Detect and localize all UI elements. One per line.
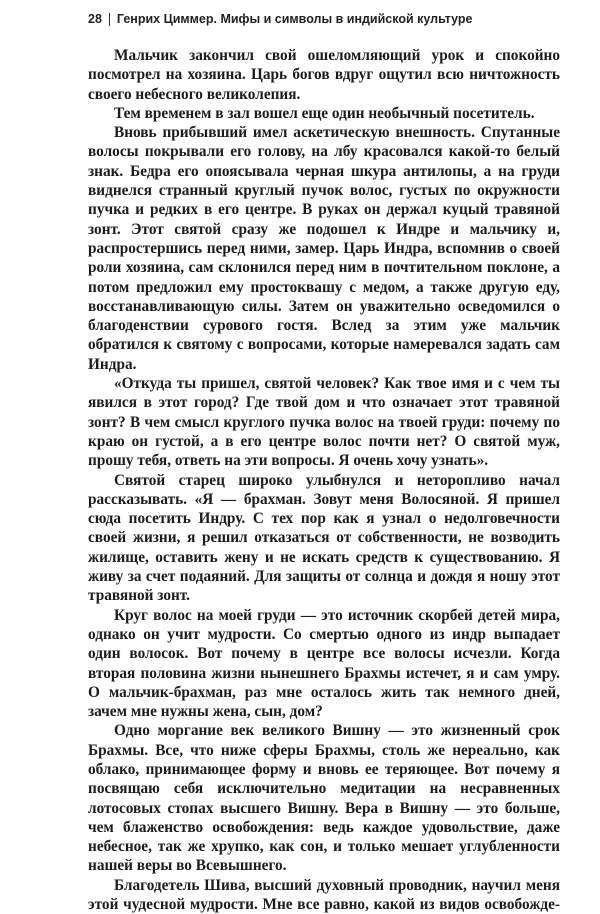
body-text [88,46,560,914]
paragraph-6: Круг волос на моей груди — это источник скорбей детей мира, однако он учит мудрости. Со смертью одного из индр выпадает один волосок. Вот почему в центре все волосы исчезли. Когда вторая половина жизни нынешнего Брахмы истечет, я и сам умру. О мальчик-брахман, раз мне осталось жить так немного дней, зачем мне нужны жена, сын, дом? [88,606,560,721]
paragraph-3: Вновь прибывший имел аскетическую внешность. Спутанные волосы покрывали его голову, на лбу красовался какой-то белый знак. Бедра его опоясывала черная шкура антилопы, а на груди виднелся странный круглый пучок волос, густых по окружности пучка и редких в его центре. В руках он держал куцый травяной зонт. Этот святой сразу же подошел к Индре и мальчику и, распростершись перед ними, замер. Царь Индра, вспомнив о своей роли хозяина, сам склонился перед ним в почтительном поклоне, а потом предложил ему простоквашу с медом, а также другую еду, восстанавливающую силы. Затем он уважительно осведомился о благоденствии сурового гостя. Вслед за этим уже мальчик обратился к святому с вопросами, которые намеревался задать сам Индра. [88,124,560,373]
paragraph-2: Тем временем в зал вошел еще один необычный посетитель. [114,104,535,122]
page-number: 28 [88,12,102,26]
paragraph-1: Мальчик закончил свой ошеломляющий урок и спокойно посмотрел на хозяина. Царь богов вдруг ощутил всю ничтожность своего небесного великолепия. [88,47,560,103]
paragraph-8: Благодетель Шива, высший духовный проводник, научил меня этой чудесной мудрости. Мне все равно, какой из видов освобожде- [88,876,560,914]
header-divider [109,13,110,26]
paragraph-4: «Откуда ты пришел, святой человек? Как твое имя и с чем ты явился в этот город? Где твой дом и что означает этот травяной зонт? В чем смысл круглого пучка волос на твоей груди: почему по краю он густой, а в его центре волос почти нет? О святой муж, прошу тебя, ответь на эти вопросы. Я очень хочу узнать». [88,375,560,470]
running-header [88,9,558,29]
paragraph-7: Одно моргание век великого Вишну — это жизненный срок Брахмы. Все, что ниже сферы Брахмы, столь же нереально, как облако, принимающее форму и вновь ее теряющее. Вот почему я посвящаю себя исключительно медитации на несравненных лотосовых стопах высшего Вишну. Вера в Вишну — это больше, чем блаженство освобождения: ведь каждое удовольствие, даже небесное, так же хрупко, как сон, и только мешает углубленности нашей веры во Всевышнего. [88,722,560,875]
running-title: Генрих Циммер. Мифы и символы в индийской культуре [116,12,473,26]
paragraph-5: Святой старец широко улыбнулся и неторопливо начал рассказывать. «Я — брахман. Зовут меня Волосяной. Я пришел сюда посетить Индру. С тех пор как я узнал о недолговечности своей жизни, я решил отказаться от собственности, не возводить жилище, оставить жену и не искать средств к существованию. Я живу за счет подаяний. Для защиты от солнца и дождя я ношу этот травяной зонт. [88,471,560,605]
